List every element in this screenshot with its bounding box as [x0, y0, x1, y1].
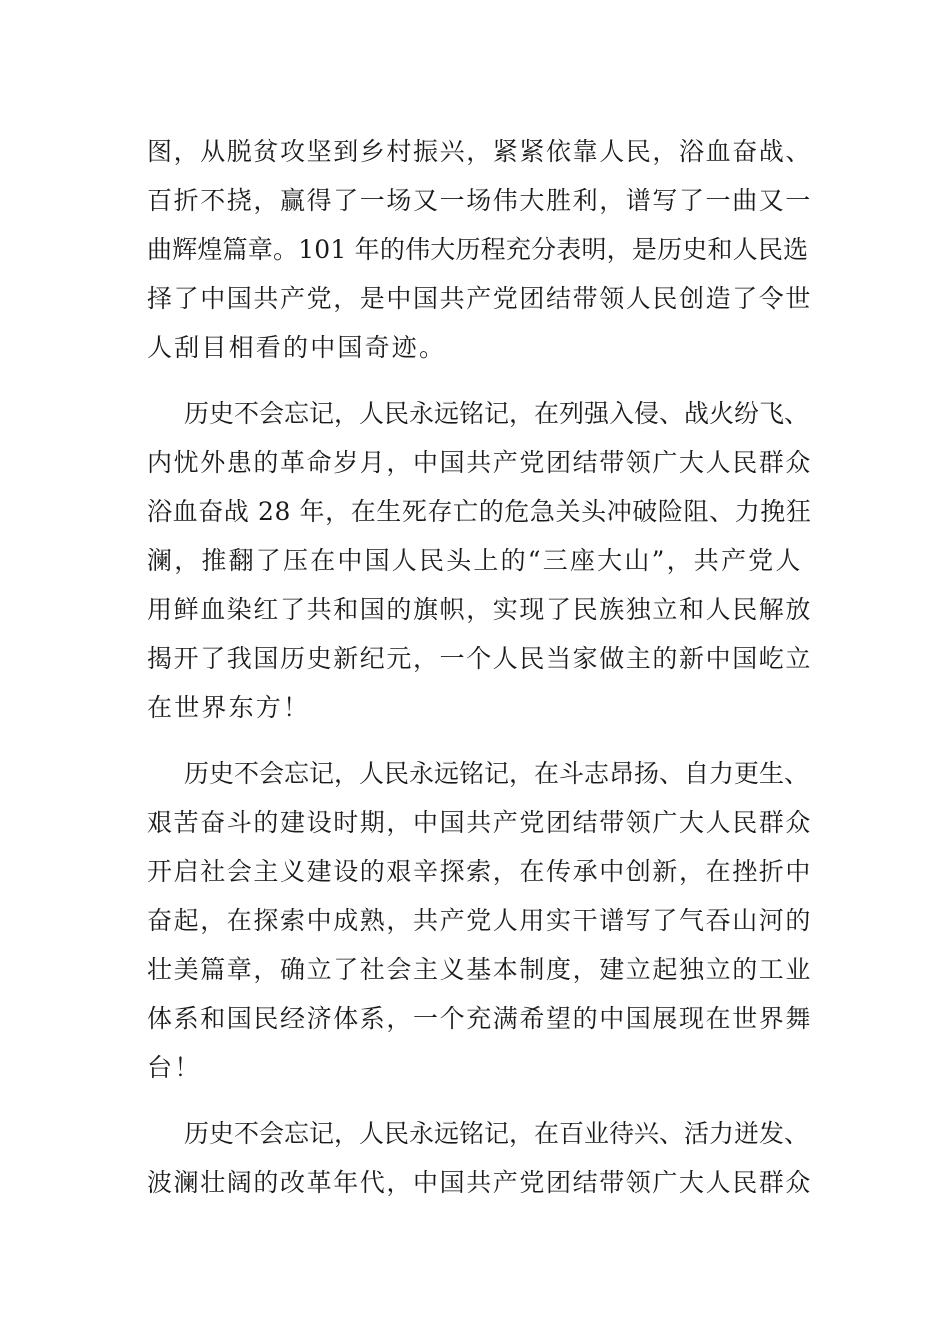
paragraph-2-line-7: 在世界东方！: [147, 693, 311, 722]
paragraph-4-line-1: 历史不会忘记，人民永远铭记，在百业待兴、活力迸发、: [184, 1119, 810, 1148]
paragraph-2-line-1: 历史不会忘记，人民永远铭记，在列强入侵、战火纷飞、: [184, 399, 810, 428]
paragraph-3-line-1: 历史不会忘记，人民永远铭记，在斗志昂扬、自力更生、: [184, 759, 810, 788]
paragraph-3-line-6: 体系和国民经济体系，一个充满希望的中国展现在世界舞: [147, 1004, 813, 1033]
paragraph-3-line-3: 开启社会主义建设的艰辛探索，在传承中创新，在挫折中: [147, 857, 813, 886]
paragraph-4-line-2: 波澜壮阔的改革年代，中国共产党团结带领广大人民群众: [147, 1168, 813, 1197]
paragraph-2-line-4: 澜，推翻了压在中国人民头上的“三座大山”，共产党人: [147, 546, 803, 575]
paragraph-1-line-3: 曲辉煌篇章。101 年的伟大历程充分表明，是历史和人民选: [147, 235, 809, 264]
paragraph-1-line-2: 百折不挠，赢得了一场又一场伟大胜利，谱写了一曲又一: [147, 186, 813, 215]
paragraph-2-line-5: 用鲜血染红了共和国的旗帜，实现了民族独立和人民解放: [147, 595, 813, 624]
paragraph-3-line-2: 艰苦奋斗的建设时期，中国共产党团结带领广大人民群众: [147, 808, 813, 837]
paragraph-3-line-5: 壮美篇章，确立了社会主义基本制度，建立起独立的工业: [147, 955, 813, 984]
paragraph-1-line-5: 人刮目相看的中国奇迹。: [147, 333, 447, 362]
paragraph-1-line-4: 择了中国共产党，是中国共产党团结带领人民创造了令世: [147, 284, 813, 313]
paragraph-3-line-7: 台！: [147, 1053, 202, 1082]
paragraph-2-line-2: 内忧外患的革命岁月，中国共产党团结带领广大人民群众: [147, 448, 813, 477]
paragraph-3-line-4: 奋起，在探索中成熟，共产党人用实干谱写了气吞山河的: [147, 906, 813, 935]
paragraph-2-line-6: 揭开了我国历史新纪元，一个人民当家做主的新中国屹立: [147, 644, 813, 673]
paragraph-1-line-1: 图，从脱贫攻坚到乡村振兴，紧紧依靠人民，浴血奋战、: [147, 137, 813, 166]
paragraph-2-line-3: 浴血奋战 28 年，在生死存亡的危急关头冲破险阻、力挽狂: [147, 497, 812, 526]
